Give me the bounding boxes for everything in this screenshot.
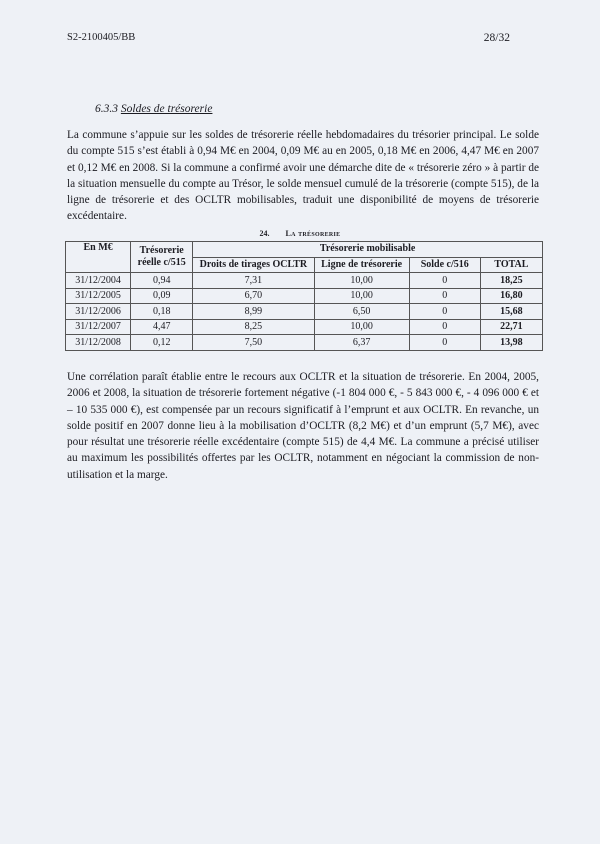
cell-droits-tirages: 7,50 — [193, 335, 314, 351]
cell-solde-516: 0 — [409, 304, 480, 320]
cell-solde-516: 0 — [409, 319, 480, 335]
cell-tresorerie-reelle: 0,94 — [131, 273, 193, 289]
table-title: La trésorerie — [285, 229, 341, 238]
cell-tresorerie-reelle: 0,12 — [131, 335, 193, 351]
header-solde-516: Solde c/516 — [409, 257, 480, 273]
cell-solde-516: 0 — [409, 273, 480, 289]
section-number: 6.3.3 — [95, 103, 118, 115]
table-caption — [0, 229, 600, 238]
cell-total: 18,25 — [480, 273, 542, 289]
cell-ligne-tresorerie: 6,50 — [314, 304, 409, 320]
cell-droits-tirages: 7,31 — [193, 273, 314, 289]
cell-date: 31/12/2004 — [66, 273, 131, 289]
cell-total: 15,68 — [480, 304, 542, 320]
cell-solde-516: 0 — [409, 288, 480, 304]
table-row — [66, 273, 543, 289]
table-row — [66, 335, 543, 351]
header-droits-tirages: Droits de tirages OCLTR — [193, 257, 314, 273]
paragraph-intro: La commune s’appuie sur les soldes de trésorerie réelle hebdomadaires du trésorier principal. Le solde du compte 515 s’est établi à 0,94 M€ en 2004, 0,09 M€ au en 2005, 0,18 M€ en 2006, 4,47 M€ en 2007 et 0,12 M€ en 2008. Si la commune a confirmé avoir une démarche dite de « trésorerie zéro » à partir de la situation mensuelle du compte au Trésor, le solde mensuel cumulé de la trésorerie (compte 515), de la ligne de trésorerie et des OCLTR mobilisables, traduit une disponibilité de moyens de trésorerie excédentaire. — [67, 129, 539, 223]
table-number: 24. — [259, 229, 270, 238]
cell-droits-tirages: 8,25 — [193, 319, 314, 335]
header-tresorerie-reelle: Trésorerie réelle c/515 — [131, 242, 193, 273]
cell-total: 16,80 — [480, 288, 542, 304]
header-ligne-tresorerie: Ligne de trésorerie — [314, 257, 409, 273]
cell-ligne-tresorerie: 6,37 — [314, 335, 409, 351]
cell-ligne-tresorerie: 10,00 — [314, 288, 409, 304]
cell-droits-tirages: 6,70 — [193, 288, 314, 304]
cell-solde-516: 0 — [409, 335, 480, 351]
cell-total: 22,71 — [480, 319, 542, 335]
cell-date: 31/12/2008 — [66, 335, 131, 351]
cell-date: 31/12/2006 — [66, 304, 131, 320]
cell-tresorerie-reelle: 0,18 — [131, 304, 193, 320]
cell-ligne-tresorerie: 10,00 — [314, 319, 409, 335]
document-reference: S2-2100405/BB — [67, 32, 136, 43]
cell-date: 31/12/2005 — [66, 288, 131, 304]
header-en-meur: En M€ — [66, 242, 131, 273]
section-heading — [95, 103, 212, 115]
cell-date: 31/12/2007 — [66, 319, 131, 335]
header-tresorerie-mobilisable: Trésorerie mobilisable — [193, 242, 543, 258]
table-row — [66, 319, 543, 335]
section-title: Soldes de trésorerie — [120, 103, 213, 115]
paragraph-analysis: Une corrélation paraît établie entre le recours aux OCLTR et la situation de trésorerie. En 2004, 2005, 2006 et 2008, la situation de trésorerie fortement négative (-1 804 000 €, - 5 843 000 €, - 4 096 000 € et – 10 535 000 €), est compensée par un recours significatif à l’emprunt et aux OCLTR. En revanche, un solde positif en 2007 donne lieu à la mobilisation d’OCLTR (8,2 M€) et d’un emprunt (5,7 M€), avec pour résultat une trésorerie réelle excédentaire (compte 515) de 4,4 M€. La commune a précisé utiliser au maximum les possibilités offertes par les OCLTR, notamment en négociant la commission de non-utilisation et la marge. — [67, 371, 539, 481]
cell-tresorerie-reelle: 0,09 — [131, 288, 193, 304]
cell-ligne-tresorerie: 10,00 — [314, 273, 409, 289]
header-total: TOTAL — [480, 257, 542, 273]
table-row — [66, 288, 543, 304]
table-row — [66, 304, 543, 320]
cell-droits-tirages: 8,99 — [193, 304, 314, 320]
treasury-table — [65, 241, 543, 351]
cell-total: 13,98 — [480, 335, 542, 351]
cell-tresorerie-reelle: 4,47 — [131, 319, 193, 335]
page-number: 28/32 — [483, 32, 510, 44]
